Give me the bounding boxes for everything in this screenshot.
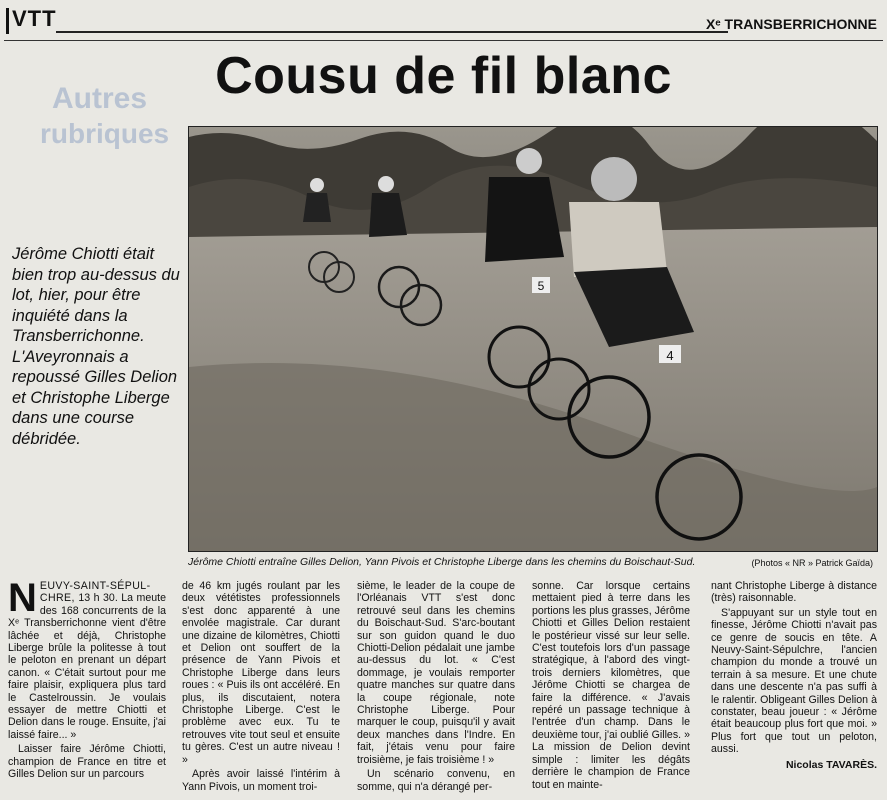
paragraph: Un scénario convenu, en somme, qui n'a dérangé per- bbox=[357, 768, 515, 793]
article-column-5 bbox=[711, 580, 877, 771]
section-tag-bar bbox=[6, 8, 9, 34]
bib-number: 5 bbox=[537, 279, 545, 293]
article-column-1 bbox=[8, 576, 166, 783]
bib-number: 4 bbox=[666, 348, 674, 363]
dropcap: N bbox=[8, 576, 37, 620]
paragraph: 13 h 30. La meute des 168 concurrents de la Xᵉ Transberrichonne vient d'être lâchée et déjà, Christophe Liberge brûle la politesse à tout le peloton en prenant un départ canon. « C'était surtout pour me faire plaisir, expliquera plus tard le Castelroussin. Je voulais essayer de mettre Chiotti et Delion dans le rouge. Ensuite, j'ai laissé faire... » bbox=[8, 592, 166, 741]
headline: Cousu de fil blanc bbox=[215, 47, 672, 105]
section-tag: VTT bbox=[12, 6, 57, 31]
bleed-through-text: Autres bbox=[52, 82, 148, 115]
paragraph: sonne. Car lorsque certains mettaient pied à terre dans les portions les plus grasses, Jérôme Chiotti et Gilles Delion restaient le postérieur vissé sur leur selle. C'est toutefois lors d'un passage stratégique, à l'abord des vingt-trois derniers kilomètres, que Jérôme Chiotti se chargea de faire la différence. « J'avais repéré un passage technique à l'entrée d'un champ. Dans le deuxième tour, j'ai oublié Gilles. » La mission de Delion devint simple : limiter les dégâts derrière le champion de France tout en mainte- bbox=[532, 580, 690, 791]
event-kicker: Xᵉ TRANSBERRICHONNE bbox=[706, 16, 877, 32]
paragraph: Après avoir laissé l'intérim à Yann Pivois, un moment troi- bbox=[182, 768, 340, 793]
photo-credit: (Photos « NR » Patrick Gaïda) bbox=[751, 558, 873, 568]
header-rule bbox=[56, 31, 728, 33]
article-column-2 bbox=[182, 580, 340, 795]
paragraph: de 46 km jugés roulant par les deux vététistes professionnels s'est donc apparenté à une envolée magistrale. Car durant une dizaine de kilomètres, Chiotti et Delion ont souffert de la présence de Yann Pivois et Christophe Liberge dans leurs roues : « Puis ils ont accéléré. En plus, ils discutaient, notera Christophe Liberge. C'est le problème avec eux. Tu te retrouves vite tout seul et ensuite tu gères. C'est un autre niveau ! » bbox=[182, 580, 340, 766]
article-column-4 bbox=[532, 580, 690, 793]
cyclists-illustration bbox=[189, 127, 877, 551]
paragraph: nant Christophe Liberge à distance (très) raisonnable. bbox=[711, 580, 877, 605]
article-column-3 bbox=[357, 580, 515, 795]
bleed-through-text: rubriques bbox=[40, 118, 170, 149]
kicker-rule bbox=[4, 40, 883, 41]
paragraph: sième, le leader de la coupe de l'Orléanais VTT s'est donc retrouvé seul dans les chemins du Boischaut-Sud. S'arc-boutant sur son guidon quand le duo Chiotti-Delion pédalait une jambe au-dessus du lot. « C'est dommage, je voulais remporter quatre manches sur quatre dans la coupe régionale, note Christophe Liberge. Pour marquer le coup, puisqu'il y avait deux manches dans l'Indre. En fait, j'étais venu pour faire troisième, je fais troisième ! » bbox=[357, 580, 515, 766]
author-signature: Nicolas TAVARÈS. bbox=[785, 758, 877, 771]
article-deck: Jérôme Chiotti était bien trop au-dessus du lot, hier, pour être inquiété dans la Transberrichonne. L'Aveyronnais a repoussé Gilles Delion et Christophe Liberge dans une course débridée. bbox=[12, 245, 180, 448]
lead-dateline: EUVY-SAINT-SÉPUL-CHRE, bbox=[39, 580, 151, 605]
paragraph: S'appuyant sur un style tout en finesse, Jérôme Chiotti n'avait pas ce genre de soucis en tête. A Neuvy-Saint-Sépulchre, l'ancien champion du monde a trouvé un terrain à sa mesure. Et une chute dans une descente n'a pas suffi à le ralentir. Obligeant Gilles Delion à constater, beau joueur : « Jérôme était beaucoup plus fort que moi. » Plus fort que tout un peloton, aussi. bbox=[711, 606, 877, 756]
race-photo bbox=[188, 126, 878, 552]
paragraph: Laisser faire Jérôme Chiotti, champion de France en titre et Gilles Delion sur un parcours bbox=[8, 743, 166, 781]
photo-caption: Jérôme Chiotti entraîne Gilles Delion, Yann Pivois et Christophe Liberge dans les chemins du Boischaut-Sud. bbox=[188, 556, 696, 568]
